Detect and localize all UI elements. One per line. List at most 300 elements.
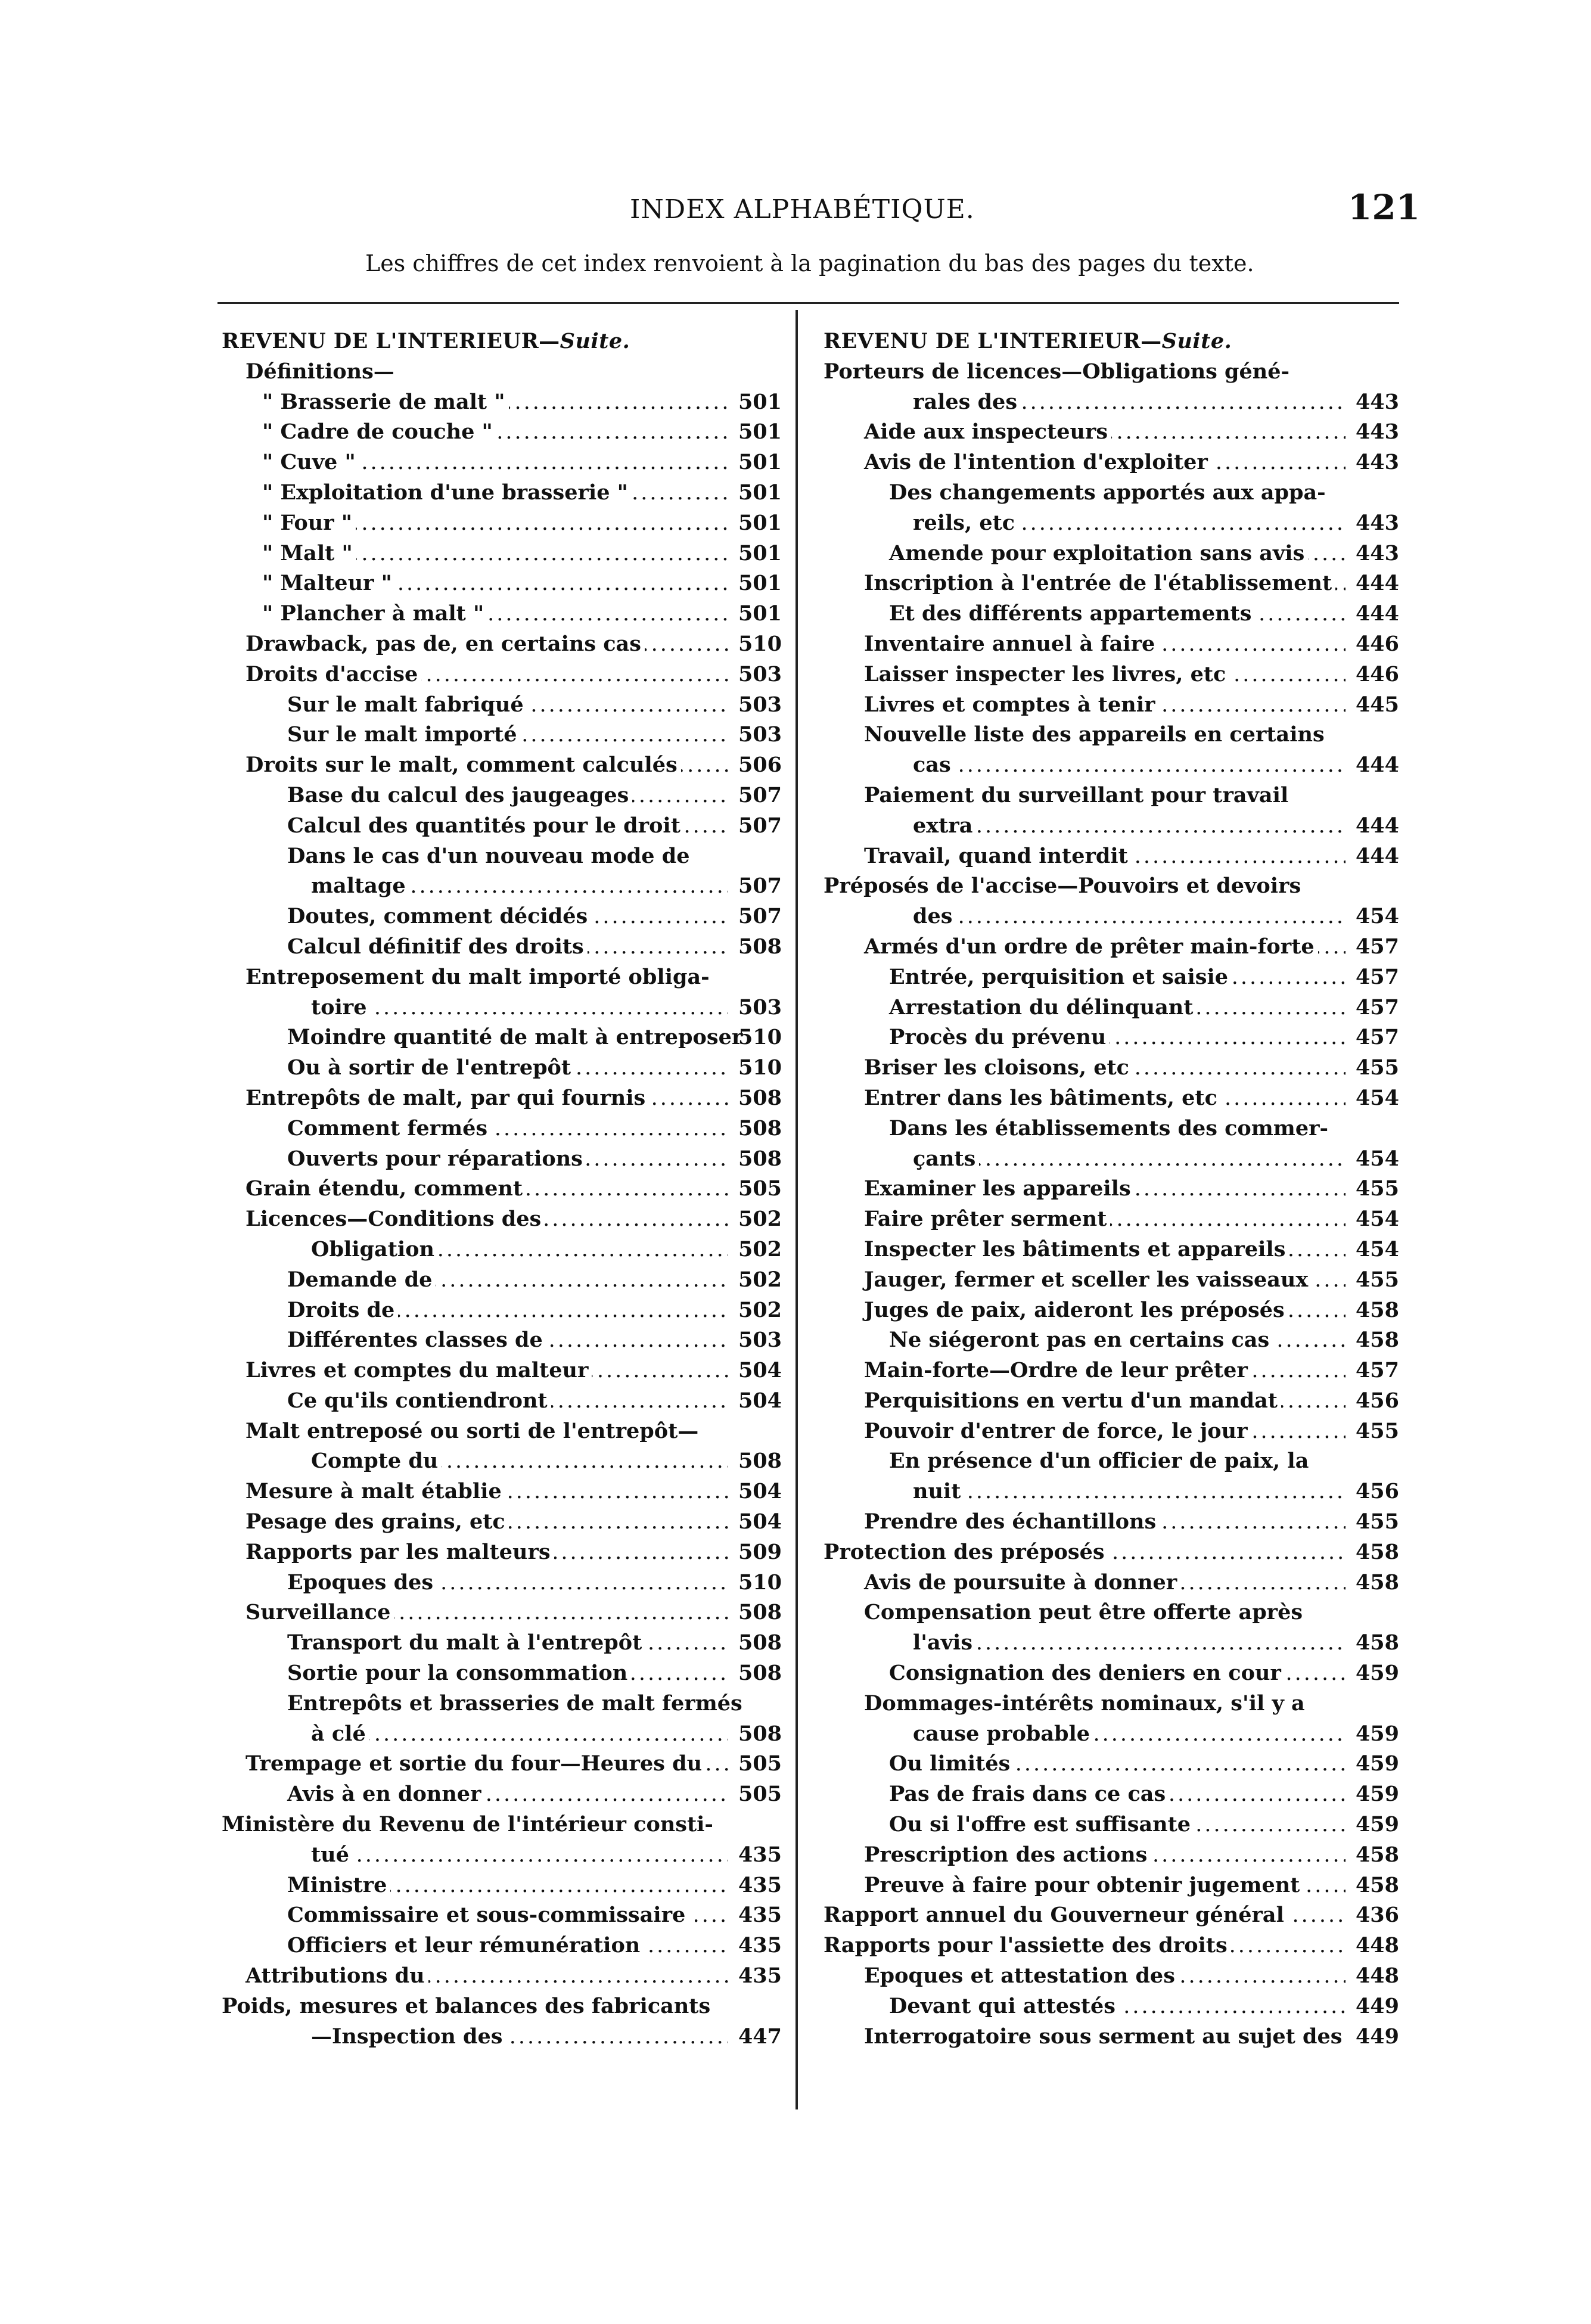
entry-text: Procès du prévenu: [889, 1023, 1110, 1053]
index-entry: [222, 508, 782, 539]
entry-text: Dans le cas d'un nouveau mode de: [287, 841, 693, 872]
index-entry: [222, 1961, 782, 1991]
entry-text: " Malt ": [262, 539, 356, 569]
entry-page-number: 505: [738, 1176, 782, 1201]
entry-page-number: 504: [738, 1358, 782, 1383]
entry-text: Attributions du: [246, 1961, 428, 1991]
entry-text: Malt entreposé ou sorti de l'entrepôt—: [246, 1416, 702, 1447]
entry-page-number: 444: [1355, 843, 1399, 868]
entry-page-number: 447: [738, 2024, 782, 2049]
index-entry: [824, 1114, 1399, 1144]
entry-page-number: 502: [738, 1236, 782, 1262]
entry-page-number: 443: [1355, 450, 1399, 475]
index-entry: [824, 1900, 1399, 1931]
entry-text: Avis à en donner: [287, 1779, 484, 1810]
entry-text: Rapport annuel du Gouverneur général: [824, 1900, 1288, 1931]
entry-page-number: 501: [738, 540, 782, 566]
entry-page-number: 508: [738, 1085, 782, 1110]
index-entry: [222, 1204, 782, 1235]
index-entry: [824, 1840, 1399, 1871]
entry-text: Entrepôts et brasseries de malt fermés: [287, 1689, 746, 1719]
index-entry: [222, 1991, 782, 2022]
entry-page-number: 444: [1355, 753, 1399, 778]
index-entry: [222, 1719, 782, 1750]
entry-page-number: 508: [738, 1116, 782, 1141]
index-entry: [824, 387, 1399, 418]
entry-text: Mesure à malt établie: [246, 1477, 505, 1507]
index-entry: [824, 1568, 1399, 1598]
entry-leader: [311, 1719, 728, 1750]
entry-page-number: 507: [738, 874, 782, 899]
index-entry: [824, 781, 1399, 811]
page-title: INDEX ALPHABÉTIQUE.: [630, 194, 975, 225]
entry-text: Doutes, comment décidés: [287, 902, 591, 932]
index-entry: [222, 478, 782, 508]
index-entry: [222, 1810, 782, 1840]
entry-page-number: 458: [1355, 1328, 1399, 1353]
entry-text: Calcul définitif des droits: [287, 932, 588, 962]
entry-page-number: 457: [1355, 995, 1399, 1020]
index-entry: [222, 539, 782, 569]
entry-leader: [913, 750, 1345, 781]
index-entry: [222, 448, 782, 478]
entry-text: Ne siégeront pas en certains cas: [889, 1325, 1273, 1356]
entry-text: Ou à sortir de l'entrepôt: [287, 1053, 574, 1083]
entry-text: Porteurs de licences—Obligations géné-: [824, 357, 1293, 387]
index-entry: [824, 568, 1399, 599]
entry-page-number: 504: [738, 1479, 782, 1504]
entry-text: Sortie pour la consommation: [287, 1658, 631, 1689]
index-entry: [824, 1991, 1399, 2022]
entry-page-number: 454: [1355, 1236, 1399, 1262]
index-entry: [824, 1810, 1399, 1840]
right-column: [824, 327, 1399, 2052]
index-entry: [824, 932, 1399, 962]
index-entry: [824, 1174, 1399, 1204]
entry-text: Nouvelle liste des appareils en certains: [864, 720, 1328, 750]
entry-page-number: 455: [1355, 1176, 1399, 1201]
index-entry: [824, 629, 1399, 660]
entry-text: Dans les établissements des commer-: [889, 1114, 1332, 1144]
entry-text: Amende pour exploitation sans avis: [889, 539, 1308, 569]
index-entry: [824, 811, 1399, 841]
entry-text: Laisser inspecter les livres, etc: [864, 660, 1229, 690]
index-entry: [824, 1598, 1399, 1628]
entry-page-number: 443: [1355, 510, 1399, 535]
entry-text: Préposés de l'accise—Pouvoirs et devoirs: [824, 871, 1304, 902]
entry-text: à clé: [311, 1719, 369, 1750]
entry-page-number: 454: [1355, 1207, 1399, 1232]
index-entry: [222, 417, 782, 448]
entry-text: Ministère du Revenu de l'intérieur consti-: [222, 1810, 717, 1840]
entry-text: Commissaire et sous-commissaire: [287, 1900, 689, 1931]
entry-text: Officiers et leur rémunération: [287, 1931, 644, 1961]
entry-text: Epoques des: [287, 1568, 437, 1598]
index-entry: [824, 357, 1399, 387]
entry-text: Poids, mesures et balances des fabricants: [222, 1991, 714, 2022]
index-entry: [222, 1689, 782, 1719]
entry-page-number: 506: [738, 753, 782, 778]
index-entry: [222, 932, 782, 962]
entry-page-number: 449: [1355, 1993, 1399, 2018]
entry-text: Avis de l'intention d'exploiter: [864, 448, 1211, 478]
entry-text: Avis de poursuite à donner: [864, 1568, 1180, 1598]
entry-text: Trempage et sortie du four—Heures du: [246, 1749, 706, 1779]
entry-page-number: 446: [1355, 661, 1399, 686]
entry-page-number: 501: [738, 450, 782, 475]
entry-page-number: 501: [738, 389, 782, 414]
entry-text: " Cadre de couche ": [262, 417, 496, 448]
entry-page-number: 508: [738, 1449, 782, 1474]
entry-text: Pouvoir d'entrer de force, le jour: [864, 1416, 1251, 1447]
entry-page-number: 501: [738, 571, 782, 596]
index-entry: [222, 1053, 782, 1083]
index-entry: [222, 1598, 782, 1628]
entry-page-number: 501: [738, 601, 782, 626]
entry-text: Différentes classes de: [287, 1325, 546, 1356]
entry-text: Ce qu'ils contiendront: [287, 1386, 551, 1416]
entry-text: nuit: [913, 1477, 964, 1507]
entry-page-number: 455: [1355, 1509, 1399, 1534]
entry-text: " Cuve ": [262, 448, 359, 478]
entry-text: —Inspection des: [311, 2022, 506, 2052]
entry-text: Arrestation du délinquant: [889, 993, 1197, 1023]
entry-text: Dommages-intérêts nominaux, s'il y a: [864, 1689, 1309, 1719]
index-entry: [824, 1295, 1399, 1326]
entry-page-number: 508: [738, 934, 782, 959]
entry-text: Droits de: [287, 1295, 398, 1326]
entry-text: Entrepôts de malt, par qui fournis: [246, 1083, 649, 1114]
index-entry: [222, 1386, 782, 1416]
entry-page-number: 459: [1355, 1751, 1399, 1776]
entry-leader: [913, 811, 1345, 841]
entry-page-number: 435: [738, 1933, 782, 1958]
entry-text: Juges de paix, aideront les préposés: [864, 1295, 1288, 1326]
index-entry: [222, 1114, 782, 1144]
entry-text: reils, etc: [913, 508, 1018, 539]
index-entry: [824, 1023, 1399, 1053]
index-entry: [824, 962, 1399, 993]
entry-page-number: 502: [738, 1267, 782, 1292]
index-entry: [222, 1023, 782, 1053]
entry-text: Inspecter les bâtiments et appareils: [864, 1235, 1289, 1265]
index-entry: [222, 1749, 782, 1779]
entry-text: Sur le malt fabriqué: [287, 690, 527, 720]
entry-page-number: 456: [1355, 1388, 1399, 1413]
index-entry: [222, 871, 782, 902]
page-number: 121: [1348, 187, 1421, 228]
entry-text: Et des différents appartements: [889, 599, 1255, 629]
entry-text: " Malteur ": [262, 568, 396, 599]
entry-text: Moindre quantité de malt à entreposer: [287, 1023, 746, 1053]
index-entry: [222, 1931, 782, 1961]
right-heading-text: REVENU DE L'INTERIEUR—: [824, 329, 1162, 353]
entry-text: Des changements apportés aux appa-: [889, 478, 1329, 508]
left-heading-text: REVENU DE L'INTERIEUR—: [222, 329, 560, 353]
index-entry: [222, 1871, 782, 1901]
index-entry: [824, 539, 1399, 569]
index-entry: [222, 1628, 782, 1658]
index-entry: [222, 690, 782, 720]
entry-text: Sur le malt importé: [287, 720, 520, 750]
entry-page-number: 458: [1355, 1297, 1399, 1322]
index-entry: [222, 841, 782, 872]
right-heading-suite: Suite.: [1161, 329, 1232, 353]
entry-text: Droits d'accise: [246, 660, 421, 690]
index-entry: [222, 1083, 782, 1114]
entry-page-number: 448: [1355, 1933, 1399, 1958]
entry-page-number: 454: [1355, 1146, 1399, 1171]
entry-text: Surveillance: [246, 1598, 394, 1628]
entry-page-number: 508: [738, 1661, 782, 1686]
index-entry: [824, 1749, 1399, 1779]
index-entry: [824, 1083, 1399, 1114]
entry-page-number: 501: [738, 480, 782, 505]
entry-page-number: 459: [1355, 1782, 1399, 1807]
entry-text: Calcul des quantités pour le droit: [287, 811, 684, 841]
entry-page-number: 502: [738, 1207, 782, 1232]
entry-page-number: 448: [1355, 1963, 1399, 1989]
left-section-heading: [222, 327, 782, 357]
entry-page-number: 435: [738, 1842, 782, 1867]
entry-page-number: 510: [738, 631, 782, 656]
entry-page-number: 444: [1355, 813, 1399, 838]
entry-page-number: 503: [738, 995, 782, 1020]
entry-page-number: 507: [738, 782, 782, 807]
entry-page-number: 458: [1355, 1872, 1399, 1897]
index-entry: [824, 993, 1399, 1023]
index-entry: [222, 720, 782, 750]
entry-text: Obligation: [311, 1235, 438, 1265]
entry-leader: [913, 902, 1345, 932]
index-entry: [222, 1779, 782, 1810]
entry-text: maltage: [311, 871, 409, 902]
entry-page-number: 509: [738, 1539, 782, 1564]
index-entry: [222, 1235, 782, 1265]
entry-text: Prescription des actions: [864, 1840, 1151, 1871]
entry-page-number: 456: [1355, 1479, 1399, 1504]
entry-page-number: 510: [738, 1570, 782, 1595]
entry-page-number: 503: [738, 692, 782, 717]
index-entry: [222, 811, 782, 841]
entry-text: Base du calcul des jaugeages: [287, 781, 632, 811]
entry-page-number: 454: [1355, 904, 1399, 929]
left-column: [222, 327, 782, 2052]
index-entry: [824, 1325, 1399, 1356]
entry-page-number: 443: [1355, 540, 1399, 566]
entry-page-number: 505: [738, 1782, 782, 1807]
entry-text: çants: [913, 1144, 979, 1175]
entry-text: Devant qui attestés: [889, 1991, 1119, 2022]
entry-text: Ministre: [287, 1871, 390, 1901]
entry-page-number: 505: [738, 1751, 782, 1776]
index-entry: [824, 1235, 1399, 1265]
index-entry: [824, 1144, 1399, 1175]
entry-page-number: 444: [1355, 571, 1399, 596]
entry-text: En présence d'un officier de paix, la: [889, 1446, 1312, 1477]
entry-page-number: 435: [738, 1963, 782, 1989]
index-entry: [824, 690, 1399, 720]
entry-page-number: 508: [738, 1630, 782, 1655]
index-entry: [824, 1961, 1399, 1991]
header-note: Les chiffres de cet index renvoient à la pagination du bas des pages du texte.: [365, 250, 1254, 276]
entry-text: Grain étendu, comment: [246, 1174, 526, 1204]
entry-page-number: 457: [1355, 1358, 1399, 1383]
entry-page-number: 504: [738, 1509, 782, 1534]
index-entry: [824, 448, 1399, 478]
index-entry: [824, 871, 1399, 902]
index-entry: [222, 2022, 782, 2052]
entry-page-number: 444: [1355, 601, 1399, 626]
index-entry: [824, 417, 1399, 448]
entry-text: Ou limités: [889, 1749, 1014, 1779]
entry-page-number: 458: [1355, 1630, 1399, 1655]
index-entry: [222, 993, 782, 1023]
index-entry: [824, 1477, 1399, 1507]
entry-page-number: 501: [738, 510, 782, 535]
entry-page-number: 443: [1355, 420, 1399, 445]
entry-text: des: [913, 902, 956, 932]
index-entry: [222, 1356, 782, 1386]
entry-page-number: 503: [738, 722, 782, 747]
left-heading-suite: Suite.: [560, 329, 630, 353]
entry-page-number: 454: [1355, 1085, 1399, 1110]
entry-text: Consignation des deniers en cour: [889, 1658, 1285, 1689]
entry-text: Briser les cloisons, etc: [864, 1053, 1133, 1083]
index-entry: [222, 629, 782, 660]
entry-page-number: 457: [1355, 964, 1399, 989]
index-entry: [824, 1386, 1399, 1416]
index-entry: [222, 357, 782, 387]
entry-text: Drawback, pas de, en certains cas: [246, 629, 645, 660]
index-entry: [222, 1900, 782, 1931]
index-entry: [222, 568, 782, 599]
index-entry: [222, 1325, 782, 1356]
index-entry: [222, 1477, 782, 1507]
index-entry: [824, 1871, 1399, 1901]
index-entry: [824, 599, 1399, 629]
entry-page-number: 457: [1355, 934, 1399, 959]
entry-text: tué: [311, 1840, 353, 1871]
entry-leader: [311, 993, 728, 1023]
index-entry: [824, 1658, 1399, 1689]
entry-page-number: 455: [1355, 1055, 1399, 1080]
entry-text: Droits sur le malt, comment calculés: [246, 750, 681, 781]
entry-page-number: 459: [1355, 1721, 1399, 1746]
index-entry: [824, 841, 1399, 872]
entry-page-number: 445: [1355, 692, 1399, 717]
entry-text: Perquisitions en vertu d'un mandat: [864, 1386, 1281, 1416]
index-entry: [824, 1628, 1399, 1658]
index-entry: [824, 478, 1399, 508]
entry-page-number: 459: [1355, 1661, 1399, 1686]
entry-text: Prendre des échantillons: [864, 1507, 1160, 1537]
index-entry: [222, 1174, 782, 1204]
index-entry: [824, 2022, 1399, 2052]
entry-page-number: 507: [738, 813, 782, 838]
index-entry: [824, 1537, 1399, 1568]
entry-text: Entrée, perquisition et saisie: [889, 962, 1232, 993]
entry-page-number: 435: [738, 1872, 782, 1897]
index-entry: [824, 1265, 1399, 1295]
entry-text: Rapports pour l'assiette des droits: [824, 1931, 1231, 1961]
entry-text: Définitions—: [246, 357, 398, 387]
index-entry: [222, 1144, 782, 1175]
entry-leader: [913, 1628, 1345, 1658]
entry-text: " Plancher à malt ": [262, 599, 487, 629]
entry-text: extra: [913, 811, 976, 841]
entry-page-number: 507: [738, 904, 782, 929]
entry-text: l'avis: [913, 1628, 976, 1658]
entry-text: Faire prêter serment: [864, 1204, 1110, 1235]
entry-text: Interrogatoire sous serment au sujet des: [864, 2022, 1345, 2052]
index-entry: [222, 599, 782, 629]
entry-page-number: 455: [1355, 1418, 1399, 1443]
index-entry: [824, 1689, 1399, 1719]
index-entry: [824, 1507, 1399, 1537]
entry-page-number: 501: [738, 420, 782, 445]
entry-page-number: 504: [738, 1388, 782, 1413]
index-entry: [222, 902, 782, 932]
entry-page-number: 458: [1355, 1570, 1399, 1595]
index-entry: [824, 1719, 1399, 1750]
entry-page-number: 457: [1355, 1025, 1399, 1050]
index-entry: [222, 387, 782, 418]
index-entry: [222, 750, 782, 781]
entry-text: Pesage des grains, etc: [246, 1507, 509, 1537]
entry-text: " Brasserie de malt ": [262, 387, 509, 418]
index-entry: [222, 781, 782, 811]
entry-text: Licences—Conditions des: [246, 1204, 545, 1235]
index-entry: [222, 962, 782, 993]
entry-leader: [311, 1840, 728, 1871]
entry-text: Compensation peut être offerte après: [864, 1598, 1306, 1628]
index-entry: [824, 1931, 1399, 1961]
entry-text: Travail, quand interdit: [864, 841, 1132, 872]
entry-text: Inscription à l'entrée de l'établissement: [864, 568, 1335, 599]
entry-text: rales des: [913, 387, 1021, 418]
entry-text: Demande de: [287, 1265, 436, 1295]
index-entry: [222, 1265, 782, 1295]
entry-text: Transport du malt à l'entrepôt: [287, 1628, 645, 1658]
entry-text: Ou si l'offre est suffisante: [889, 1810, 1194, 1840]
entry-text: Jauger, fermer et sceller les vaisseaux: [864, 1265, 1312, 1295]
entry-text: Comment fermés: [287, 1114, 491, 1144]
index-entry: [222, 1507, 782, 1537]
entry-page-number: 503: [738, 1328, 782, 1353]
entry-text: cas: [913, 750, 955, 781]
entry-page-number: 458: [1355, 1539, 1399, 1564]
entry-text: Inventaire annuel à faire: [864, 629, 1158, 660]
entry-text: Compte du: [311, 1446, 442, 1477]
entry-page-number: 508: [738, 1600, 782, 1625]
entry-page-number: 455: [1355, 1267, 1399, 1292]
entry-text: Entrer dans les bâtiments, etc: [864, 1083, 1221, 1114]
entry-page-number: 502: [738, 1297, 782, 1322]
entry-page-number: 459: [1355, 1812, 1399, 1837]
entry-page-number: 508: [738, 1146, 782, 1171]
index-entry: [824, 1779, 1399, 1810]
entry-page-number: 508: [738, 1721, 782, 1746]
index-entry: [824, 1416, 1399, 1447]
entry-page-number: 435: [738, 1903, 782, 1928]
index-entry: [824, 902, 1399, 932]
entry-page-number: 446: [1355, 631, 1399, 656]
entry-text: " Exploitation d'une brasserie ": [262, 478, 632, 508]
index-entry: [824, 1053, 1399, 1083]
entry-text: Entreposement du malt importé obliga-: [246, 962, 713, 993]
entry-text: Aide aux inspecteurs: [864, 417, 1111, 448]
